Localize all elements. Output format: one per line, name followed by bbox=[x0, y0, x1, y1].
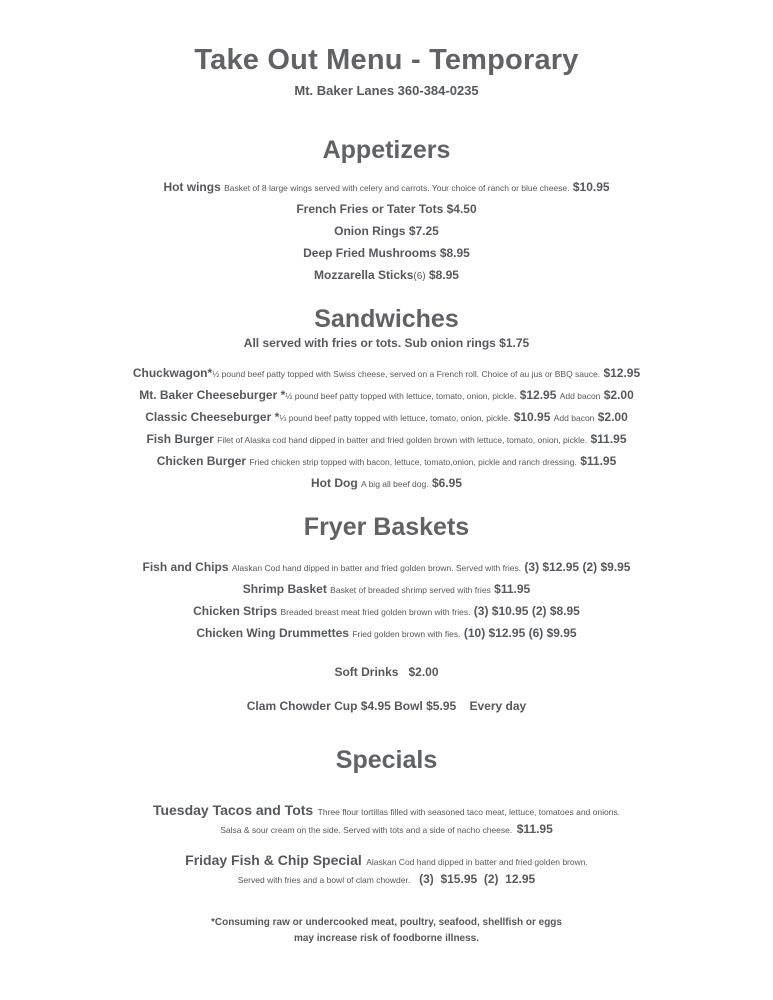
special-desc: Salsa & sour cream on the side. Served with tots and a side of nacho cheese. bbox=[220, 825, 513, 835]
item-desc: ⅓ pound beef patty topped with lettuce, tomato, onion, pickle. bbox=[279, 413, 511, 423]
special-name: Tuesday Tacos and Tots bbox=[152, 802, 314, 818]
clam-chowder: Clam Chowder Cup $4.95 Bowl $5.95 Every day bbox=[246, 699, 527, 713]
item-name: Chicken Wing Drummettes bbox=[196, 626, 349, 640]
soft-drinks: Soft Drinks $2.00 bbox=[334, 665, 439, 679]
item-desc: A big all beef dog. bbox=[361, 479, 429, 489]
special-desc: Alaskan Cod hand dipped in batter and fried golden brown. bbox=[366, 857, 588, 867]
sandwich-item bbox=[0, 410, 773, 424]
fryer-heading: Fryer Baskets bbox=[303, 513, 470, 541]
item-price: $12.95 bbox=[603, 366, 641, 380]
item-name: Chicken Burger bbox=[156, 454, 247, 468]
item-price: $12.95 bbox=[519, 388, 557, 402]
item-price: $11.95 bbox=[590, 432, 627, 446]
item-price: $4.50 bbox=[446, 202, 477, 216]
item-name: Chuckwagon* bbox=[132, 366, 213, 380]
item-price: (3) $12.95 (2) $9.95 bbox=[524, 560, 631, 574]
item-desc: Basket of breaded shrimp served with fries bbox=[330, 585, 491, 595]
item-name: Fish Burger bbox=[146, 432, 214, 446]
item-name: Fish and Chips bbox=[142, 560, 229, 574]
appetizer-item bbox=[0, 180, 773, 194]
fryer-item bbox=[0, 604, 773, 618]
item-desc: Breaded breast meat fried golden brown with fries. bbox=[280, 607, 471, 617]
addon-label: Add bacon bbox=[553, 413, 595, 423]
special-desc: Served with fries and a bowl of clam chowder. bbox=[237, 875, 411, 885]
item-price: $7.25 bbox=[408, 224, 439, 238]
sandwich-item bbox=[0, 454, 773, 468]
item-name: Onion Rings bbox=[334, 224, 406, 238]
item-price: $10.95 bbox=[513, 410, 551, 424]
special-name: Friday Fish & Chip Special bbox=[185, 852, 362, 868]
disclaimer-line-2: may increase risk of foodborne illness. bbox=[293, 933, 480, 944]
sandwich-item bbox=[0, 476, 773, 490]
item-desc: Fried chicken strip topped with bacon, lettuce, tomato,onion, pickle and ranch dressing. bbox=[249, 457, 577, 467]
item-desc: ½ pound beef patty topped with Swiss cheese, served on a French roll. Choice of au jus or BBQ sauce. bbox=[212, 369, 601, 379]
item-price: $11.95 bbox=[494, 582, 531, 596]
special-price: (3) $15.95 (2) 12.95 bbox=[419, 872, 536, 886]
sandwich-item bbox=[0, 388, 773, 402]
item-qty: (6) bbox=[413, 271, 426, 282]
item-name: Hot Dog bbox=[311, 476, 358, 490]
page-title: Take Out Menu - Temporary bbox=[194, 44, 579, 76]
page-subtitle: Mt. Baker Lanes 360-384-0235 bbox=[294, 83, 479, 98]
special-price: $11.95 bbox=[516, 822, 553, 836]
item-price: $8.95 bbox=[428, 268, 459, 282]
item-desc: Alaskan Cod hand dipped in batter and fried golden brown. Served with fries. bbox=[231, 563, 522, 573]
sandwich-item bbox=[0, 366, 773, 380]
appetizers-heading: Appetizers bbox=[322, 136, 451, 164]
item-desc: Filet of Alaska cod hand dipped in batter and fried golden brown with lettuce, tomato, onion, pickle. bbox=[217, 435, 588, 445]
sandwich-item bbox=[0, 432, 773, 446]
specials-heading: Specials bbox=[335, 746, 438, 774]
special-desc: Three flour tortillas filled with seasoned taco meat, lettuce, tomatoes and onions. bbox=[317, 807, 621, 817]
addon-price: $2.00 bbox=[597, 410, 628, 424]
item-price: $10.95 bbox=[572, 180, 610, 194]
disclaimer-line-1: *Consuming raw or undercooked meat, poultry, seafood, shellfish or eggs bbox=[211, 917, 562, 928]
fryer-item bbox=[0, 560, 773, 574]
item-name: Mt. Baker Cheeseburger * bbox=[139, 388, 286, 402]
item-name: French Fries or Tater Tots bbox=[296, 202, 444, 216]
fryer-item bbox=[0, 582, 773, 596]
item-name: Mozzarella Sticks bbox=[314, 268, 414, 282]
special-tuesday bbox=[0, 802, 773, 820]
special-friday bbox=[0, 852, 773, 870]
item-name: Hot wings bbox=[163, 180, 221, 194]
item-desc: Fried golden brown with fies. bbox=[352, 629, 461, 639]
item-price: $8.95 bbox=[439, 246, 470, 260]
appetizer-item bbox=[0, 224, 773, 238]
appetizer-item bbox=[0, 202, 773, 216]
item-desc: ½ pound beef patty topped with lettuce, tomato, onion, pickle. bbox=[285, 391, 517, 401]
item-name: Deep Fried Mushrooms bbox=[303, 246, 437, 260]
item-price: $6.95 bbox=[431, 476, 462, 490]
addon-price: $2.00 bbox=[603, 388, 634, 402]
item-price: $11.95 bbox=[580, 454, 617, 468]
appetizer-item bbox=[0, 246, 773, 260]
appetizer-item bbox=[0, 268, 773, 282]
special-tuesday-detail bbox=[0, 820, 773, 838]
sandwiches-heading: Sandwiches bbox=[314, 305, 459, 333]
item-name: Chicken Strips bbox=[193, 604, 278, 618]
item-price: (10) $12.95 (6) $9.95 bbox=[463, 626, 577, 640]
item-name: Classic Cheeseburger * bbox=[145, 410, 280, 424]
item-desc: Basket of 8 large wings served with celery and carrots. Your choice of ranch or blue cheese. bbox=[224, 183, 570, 193]
special-friday-detail bbox=[0, 870, 773, 888]
sandwiches-note: All served with fries or tots. Sub onion rings $1.75 bbox=[243, 336, 530, 350]
addon-label: Add bacon bbox=[559, 391, 601, 401]
fryer-item bbox=[0, 626, 773, 640]
item-name: Shrimp Basket bbox=[242, 582, 327, 596]
item-price: (3) $10.95 (2) $8.95 bbox=[473, 604, 580, 618]
